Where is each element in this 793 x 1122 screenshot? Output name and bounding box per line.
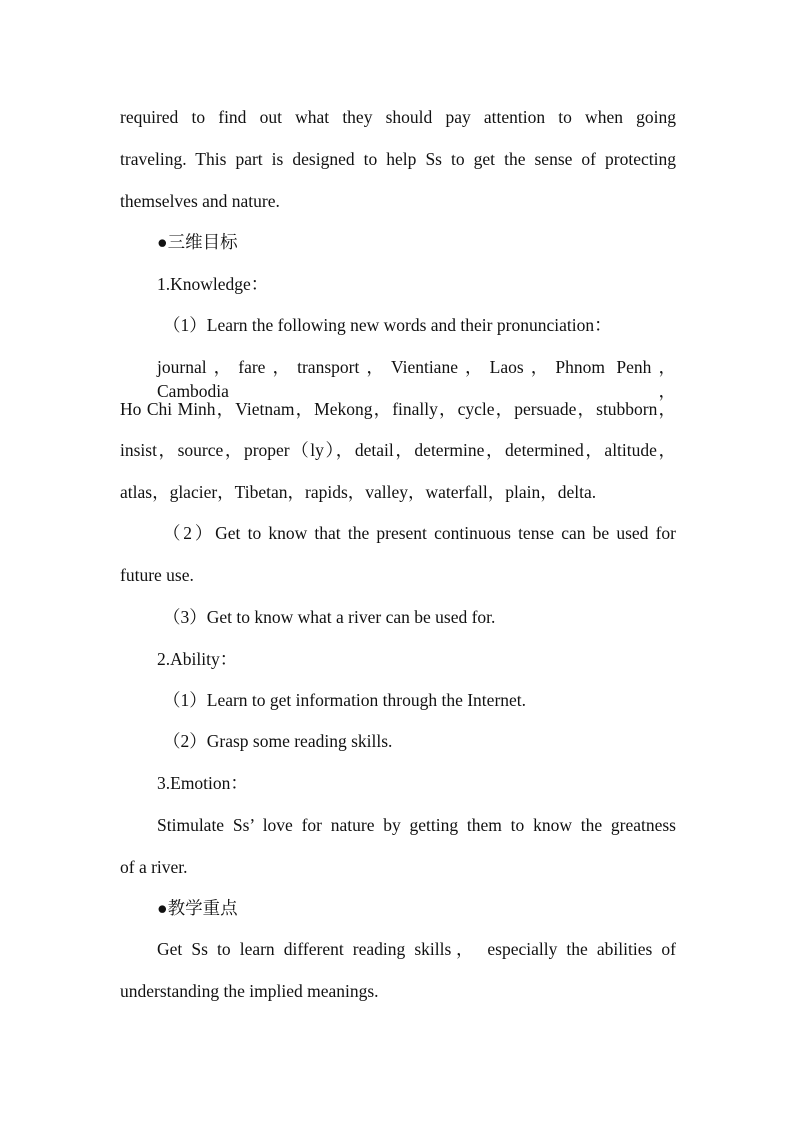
vocabulary-line-2: Ho Chi Minh，Vietnam，Mekong，finally，cycle，persuade，stubborn， <box>120 399 676 419</box>
intro-line-2: traveling. This part is designed to help Ss to get the sense of protecting <box>120 149 676 169</box>
intro-line-1: required to find out what they should pay attention to when going <box>120 107 676 127</box>
goals-heading: ●三维目标 <box>157 232 238 252</box>
emotion-line-2: of a river. <box>120 857 188 877</box>
intro-line-3: themselves and nature. <box>120 191 280 211</box>
vocabulary-line-4: atlas，glacier，Tibetan，rapids，valley，waterfall，plain，delta. <box>120 482 597 502</box>
knowledge-heading: 1.Knowledge： <box>157 274 269 294</box>
knowledge-item-2-line-1: （2）Get to know that the present continuous tense can be used for <box>163 523 676 543</box>
knowledge-item-3: （3）Get to know what a river can be used for. <box>163 607 496 627</box>
knowledge-item-1: （1）Learn the following new words and their pronunciation： <box>163 315 612 335</box>
vocabulary-line-3: insist，source，proper（ly），detail，determine，determined，altitude， <box>120 440 676 460</box>
ability-item-1: （1）Learn to get information through the Internet. <box>163 690 527 710</box>
key-points-line-1: Get Ss to learn different reading skills， especially the abilities of <box>157 939 676 959</box>
emotion-heading: 3.Emotion： <box>157 773 248 793</box>
ability-heading: 2.Ability： <box>157 649 238 669</box>
emotion-line-1: Stimulate Ss’ love for nature by getting them to know the greatness <box>157 815 676 835</box>
knowledge-item-2-line-2: future use. <box>120 565 194 585</box>
key-points-line-2: understanding the implied meanings. <box>120 981 379 1001</box>
vocabulary-line-1: journal，fare，transport，Vientiane，Laos，Phnom Penh，Cambodia， <box>157 357 676 401</box>
ability-item-2: （2）Grasp some reading skills. <box>163 731 393 751</box>
key-points-heading: ●教学重点 <box>157 898 238 918</box>
